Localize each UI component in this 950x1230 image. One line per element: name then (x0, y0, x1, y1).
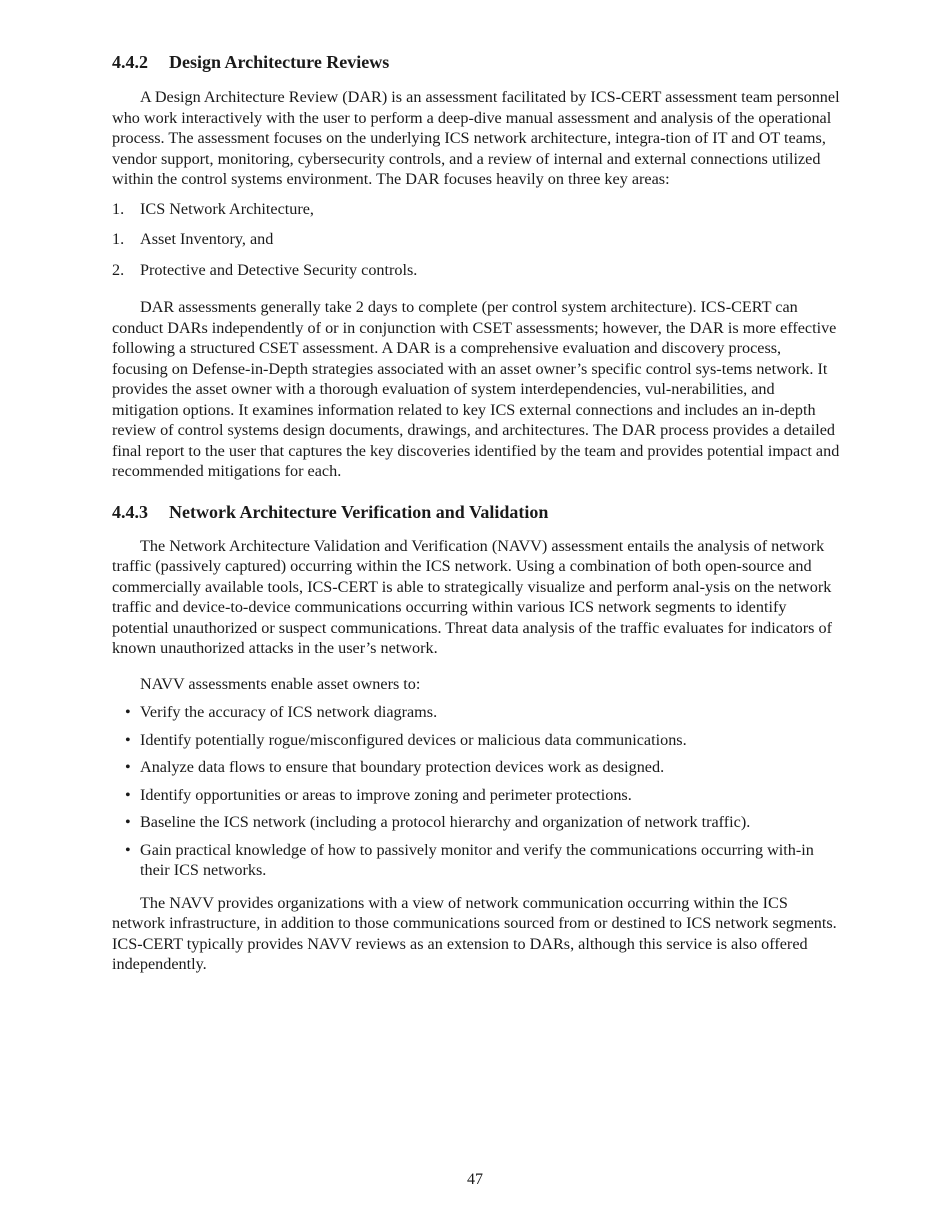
list-marker: 1. (112, 230, 125, 248)
navv-benefits-list (112, 702, 840, 881)
bullet-marker: • (125, 785, 131, 804)
dar-intro-paragraph: A Design Architecture Review (DAR) is an assessment facilitated by ICS-CERT assessment team personnel who work interactively with the user to perform a deep-dive manual assessment and analysis of the operational process. The assessment focuses on the underlying ICS network architecture, integra-tion of IT and OT teams, vendor support, monitoring, cybersecurity controls, and a review of internal and external connections utilized within the control systems environment. The DAR focuses heavily on three key areas: (112, 88, 840, 188)
bullet-item (112, 840, 840, 881)
bullet-text: Verify the accuracy of ICS network diagrams. (140, 703, 438, 721)
navv-intro-paragraph: The Network Architecture Validation and Verification (NAVV) assessment entails the analysis of network traffic (passively captured) occurring within the ICS network. Using a combination of both open-source and commercially available tools, ICS-CERT is able to strategically visualize and perform anal-ysis on the network traffic and device-to-device communications occurring within various ICS network segments to identify potential unauthorized or suspect communications. Threat data analysis of the traffic evaluates for indicators of known unauthorized attacks in the user’s network. (112, 536, 832, 657)
bullet-marker: • (125, 813, 131, 831)
bullet-text: Analyze data flows to ensure that boundary protection devices work as designed. (140, 758, 665, 776)
section-number: 4.4.3 (112, 501, 148, 522)
section-title: Network Architecture Verification and Validation (169, 501, 549, 522)
list-item-text: Protective and Detective Security controls. (140, 260, 418, 279)
bullet-marker: • (125, 840, 131, 859)
list-item-text: ICS Network Architecture, (140, 199, 314, 218)
list-marker: 2. (112, 260, 125, 279)
dar-key-areas-list (112, 199, 840, 281)
page-number: 47 (467, 1171, 483, 1188)
bullet-item (112, 785, 840, 806)
section-title: Design Architecture Reviews (169, 52, 390, 72)
bullet-text: Identify opportunities or areas to improve zoning and perimeter protections. (140, 785, 632, 804)
navv-lead-in: NAVV assessments enable asset owners to: (140, 674, 421, 693)
bullet-text: Identify potentially rogue/misconfigured devices or malicious data communications. (140, 730, 687, 749)
section-heading-4-4-3 (112, 500, 840, 524)
list-item (112, 260, 840, 281)
bullet-text: Gain practical knowledge of how to passively monitor and verify the communications occurring with-in their ICS networks. (140, 840, 814, 879)
bullet-text: Baseline the ICS network (including a protocol hierarchy and organization of network traffic). (140, 813, 751, 831)
bullet-item (112, 702, 840, 723)
dar-body-paragraph: DAR assessments generally take 2 days to complete (per control system architecture). ICS-CERT can conduct DARs independently of or in conjunction with CSET assessments; however, the DAR is more effective following a structured CSET assessment. A DAR is a comprehensive evaluation and discovery process, focusing on Defense-in-Depth strategies associated with an asset owner’s specific control sys-tems network. It provides the asset owner with a thorough evaluation of system interdependencies, vul-nerabilities, and mitigation options. It examines information related to key ICS external connections and includes an in-depth review of control systems design documents, drawings, and architectures. The DAR process provides a detailed final report to the user that captures the key discoveries identified by the team and provides potential impact and recommended mitigations for each. (112, 298, 840, 480)
list-item-text: Asset Inventory, and (140, 230, 274, 248)
bullet-marker: • (125, 758, 131, 776)
list-item (112, 229, 840, 250)
section-heading-4-4-2 (112, 50, 840, 74)
bullet-item (112, 757, 840, 778)
section-number: 4.4.2 (112, 52, 148, 72)
bullet-marker: • (125, 730, 131, 749)
page-content (112, 50, 840, 975)
list-marker: 1. (112, 199, 125, 218)
navv-closing-paragraph: The NAVV provides organizations with a view of network communication occurring within the ICS network infrastructure, in addition to those communications sourced from or destined to ICS network segments. ICS-CERT typically provides NAVV reviews as an extension to DARs, although this service is also offered independently. (112, 893, 837, 973)
bullet-item (112, 812, 840, 833)
bullet-item (112, 730, 840, 751)
bullet-marker: • (125, 703, 131, 721)
list-item (112, 199, 840, 220)
